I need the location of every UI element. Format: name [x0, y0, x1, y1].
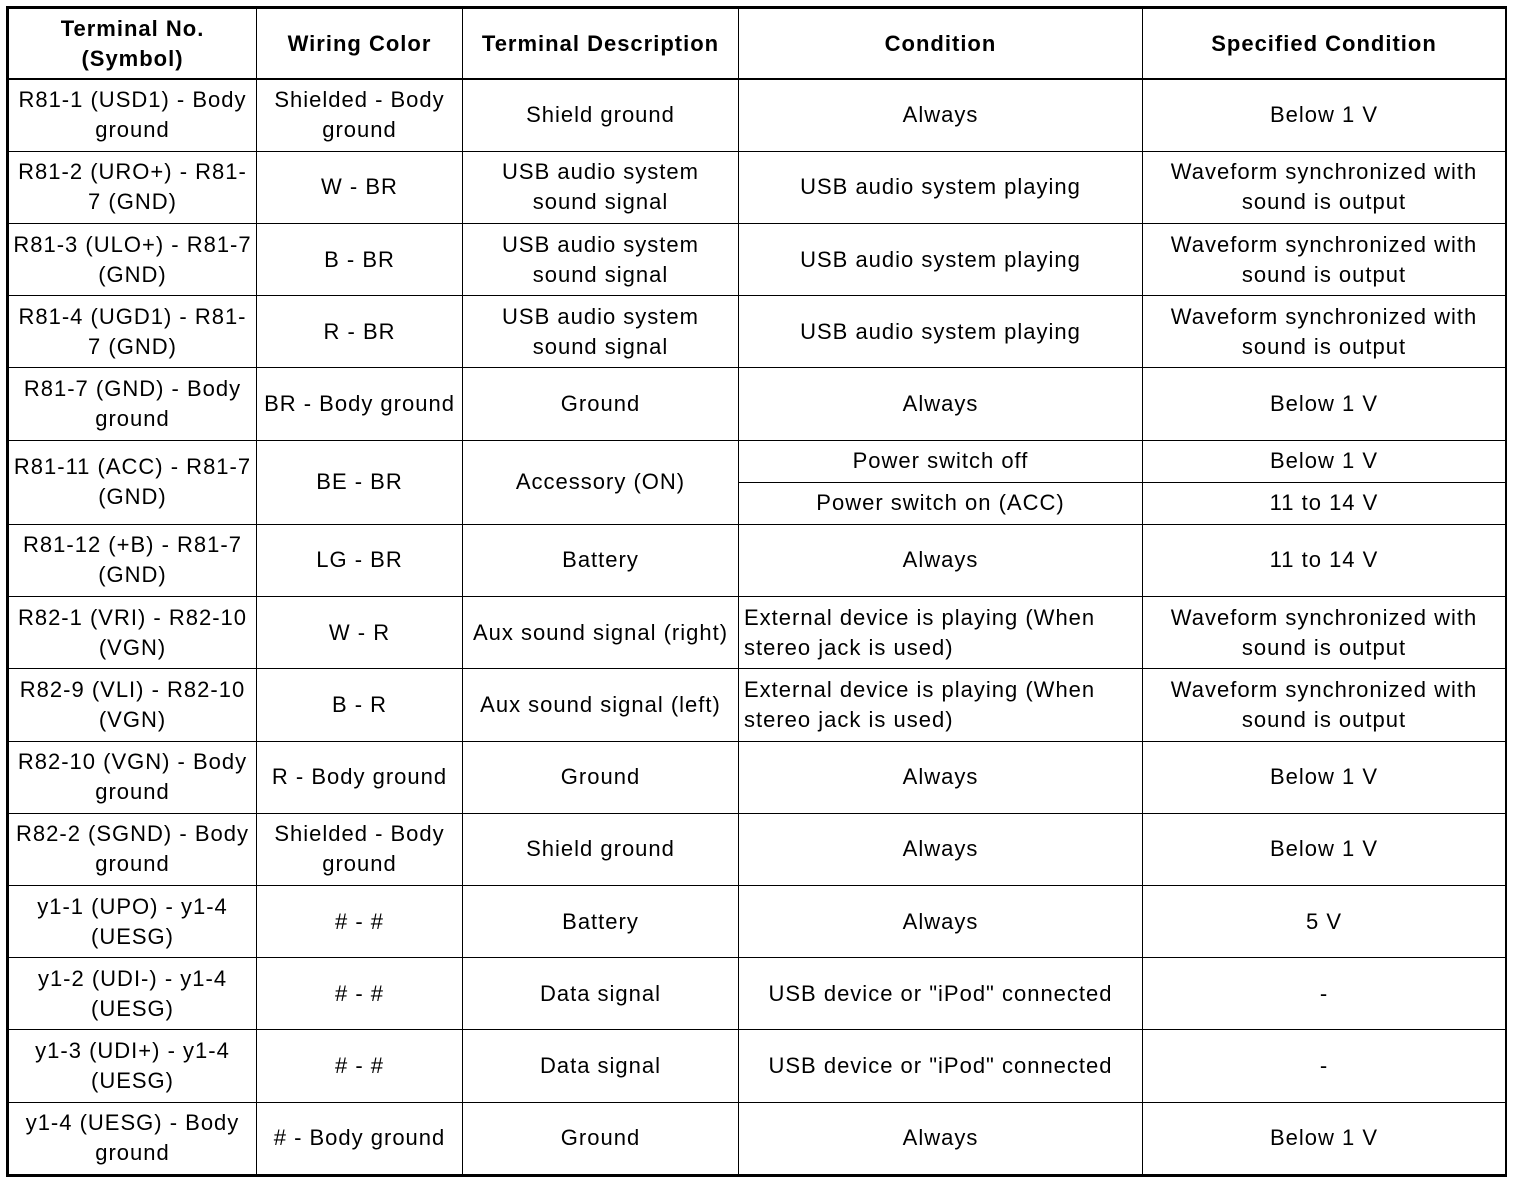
terminal-cell: R81-1 (USD1) - Body ground [9, 79, 257, 151]
specified-condition-cell: Waveform synchronized with sound is output [1143, 669, 1506, 741]
table-row [9, 79, 1506, 151]
specified-condition-cell: - [1143, 958, 1506, 1030]
description-cell: USB audio system sound signal [463, 223, 739, 295]
description-cell: Shield ground [463, 813, 739, 885]
terminal-cell: R81-7 (GND) - Body ground [9, 368, 257, 440]
terminal-cell: R81-11 (ACC) - R81-7 (GND) [9, 440, 257, 524]
wiring-color-cell: BR - Body ground [257, 368, 463, 440]
terminal-table [8, 8, 1506, 1175]
header-terminal: Terminal No. (Symbol) [9, 9, 257, 80]
terminal-cell: R82-9 (VLI) - R82-10 (VGN) [9, 669, 257, 741]
wiring-color-cell: R - Body ground [257, 741, 463, 813]
table-row [9, 597, 1506, 669]
terminal-cell: y1-2 (UDI-) - y1-4 (UESG) [9, 958, 257, 1030]
condition-cell: USB audio system playing [739, 151, 1143, 223]
description-cell: Aux sound signal (right) [463, 597, 739, 669]
wiring-color-cell: R - BR [257, 296, 463, 368]
terminal-cell: y1-4 (UESG) - Body ground [9, 1102, 257, 1174]
specified-condition-cell: Waveform synchronized with sound is output [1143, 597, 1506, 669]
terminal-cell: R81-2 (URO+) - R81-7 (GND) [9, 151, 257, 223]
wiring-color-cell: B - R [257, 669, 463, 741]
terminal-cell: R81-4 (UGD1) - R81-7 (GND) [9, 296, 257, 368]
condition-cell: Power switch on (ACC) [739, 482, 1143, 524]
condition-cell: Power switch off [739, 440, 1143, 482]
wiring-color-cell: W - R [257, 597, 463, 669]
wiring-color-cell: # - # [257, 958, 463, 1030]
table-row [9, 440, 1506, 482]
terminal-cell: y1-1 (UPO) - y1-4 (UESG) [9, 885, 257, 957]
description-cell: USB audio system sound signal [463, 296, 739, 368]
condition-cell: Always [739, 741, 1143, 813]
table-row [9, 885, 1506, 957]
specified-condition-cell: 5 V [1143, 885, 1506, 957]
wiring-color-cell: Shielded - Body ground [257, 813, 463, 885]
terminal-cell: R82-10 (VGN) - Body ground [9, 741, 257, 813]
condition-cell: Always [739, 1102, 1143, 1174]
description-cell: Aux sound signal (left) [463, 669, 739, 741]
specified-condition-cell: Waveform synchronized with sound is output [1143, 223, 1506, 295]
wiring-color-cell: BE - BR [257, 440, 463, 524]
table-row [9, 296, 1506, 368]
specified-condition-cell: Below 1 V [1143, 440, 1506, 482]
condition-cell: USB audio system playing [739, 223, 1143, 295]
specified-condition-cell: Below 1 V [1143, 741, 1506, 813]
wiring-color-cell: W - BR [257, 151, 463, 223]
table-body [9, 79, 1506, 1175]
description-cell: Data signal [463, 958, 739, 1030]
header-specified-condition: Specified Condition [1143, 9, 1506, 80]
terminal-cell: R81-3 (ULO+) - R81-7 (GND) [9, 223, 257, 295]
table-row [9, 223, 1506, 295]
specified-condition-cell: Below 1 V [1143, 813, 1506, 885]
wiring-color-cell: B - BR [257, 223, 463, 295]
table-row [9, 669, 1506, 741]
specified-condition-cell: - [1143, 1030, 1506, 1102]
condition-cell: USB audio system playing [739, 296, 1143, 368]
specified-condition-cell: 11 to 14 V [1143, 524, 1506, 596]
table-row [9, 741, 1506, 813]
table-row [9, 958, 1506, 1030]
terminal-cell: R81-12 (+B) - R81-7 (GND) [9, 524, 257, 596]
specified-condition-cell: Waveform synchronized with sound is output [1143, 151, 1506, 223]
specified-condition-cell: Below 1 V [1143, 368, 1506, 440]
description-cell: Ground [463, 368, 739, 440]
specified-condition-cell: Below 1 V [1143, 79, 1506, 151]
condition-cell: Always [739, 813, 1143, 885]
wiring-color-cell: Shielded - Body ground [257, 79, 463, 151]
terminal-table-container [6, 6, 1507, 1177]
condition-cell: Always [739, 79, 1143, 151]
header-row [9, 9, 1506, 80]
description-cell: Ground [463, 741, 739, 813]
table-row [9, 368, 1506, 440]
condition-cell: External device is playing (When stereo jack is used) [739, 597, 1143, 669]
wiring-color-cell: LG - BR [257, 524, 463, 596]
table-row [9, 151, 1506, 223]
table-row [9, 813, 1506, 885]
table-row [9, 1030, 1506, 1102]
description-cell: Battery [463, 885, 739, 957]
description-cell: USB audio system sound signal [463, 151, 739, 223]
specified-condition-cell: 11 to 14 V [1143, 482, 1506, 524]
condition-cell: USB device or "iPod" connected [739, 958, 1143, 1030]
terminal-cell: R82-2 (SGND) - Body ground [9, 813, 257, 885]
specified-condition-cell: Below 1 V [1143, 1102, 1506, 1174]
header-terminal-description: Terminal Description [463, 9, 739, 80]
table-row [9, 524, 1506, 596]
wiring-color-cell: # - Body ground [257, 1102, 463, 1174]
condition-cell: Always [739, 524, 1143, 596]
description-cell: Shield ground [463, 79, 739, 151]
terminal-cell: R82-1 (VRI) - R82-10 (VGN) [9, 597, 257, 669]
description-cell: Battery [463, 524, 739, 596]
description-cell: Ground [463, 1102, 739, 1174]
description-cell: Data signal [463, 1030, 739, 1102]
specified-condition-cell: Waveform synchronized with sound is output [1143, 296, 1506, 368]
wiring-color-cell: # - # [257, 1030, 463, 1102]
header-condition: Condition [739, 9, 1143, 80]
wiring-color-cell: # - # [257, 885, 463, 957]
condition-cell: Always [739, 885, 1143, 957]
terminal-cell: y1-3 (UDI+) - y1-4 (UESG) [9, 1030, 257, 1102]
header-wiring-color: Wiring Color [257, 9, 463, 80]
condition-cell: External device is playing (When stereo jack is used) [739, 669, 1143, 741]
table-row [9, 1102, 1506, 1174]
condition-cell: USB device or "iPod" connected [739, 1030, 1143, 1102]
description-cell: Accessory (ON) [463, 440, 739, 524]
condition-cell: Always [739, 368, 1143, 440]
